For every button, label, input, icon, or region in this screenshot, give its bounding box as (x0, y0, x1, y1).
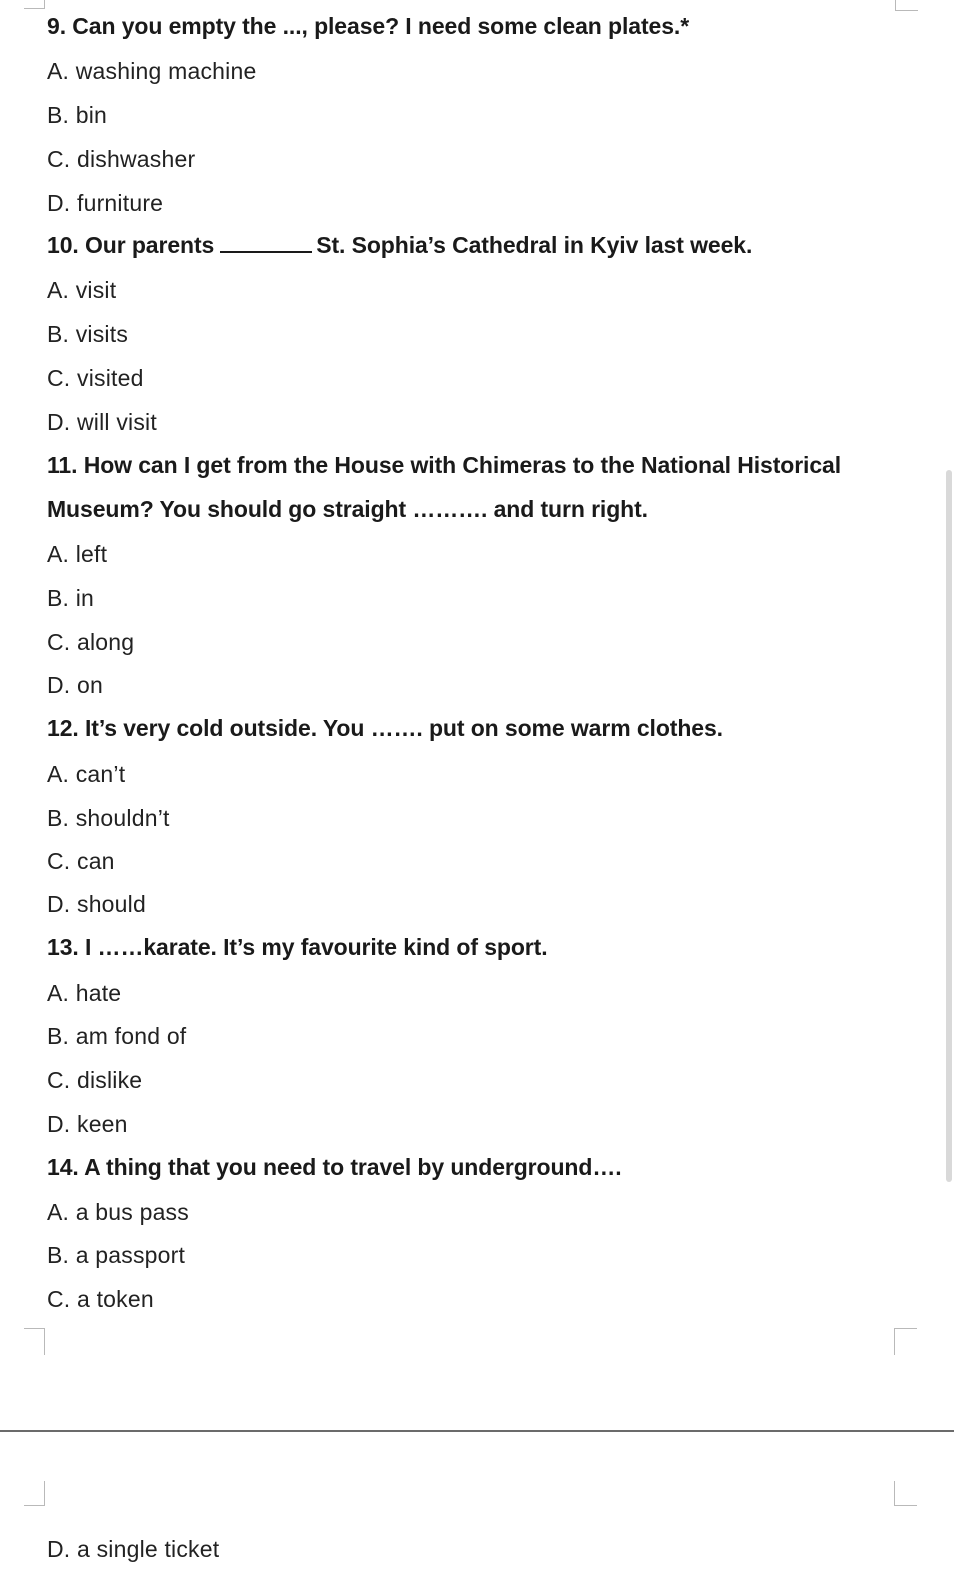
option-13b: B. am fond of (47, 1023, 187, 1049)
question-9: 9. Can you empty the ..., please? I need some clean plates.* (47, 13, 690, 39)
option-13d: D. keen (47, 1111, 128, 1137)
crop-mark-page-bottom-left (24, 1328, 45, 1355)
option-14a: A. a bus pass (47, 1199, 189, 1225)
crop-mark-next-page-top-left (24, 1481, 45, 1506)
question-13: 13. I ……karate. It’s my favourite kind of sport. (47, 934, 548, 960)
option-11a: A. left (47, 541, 108, 567)
option-9b: B. bin (47, 102, 108, 128)
option-9d: D. furniture (47, 190, 164, 216)
option-10d: D. will visit (47, 409, 157, 435)
option-14b: B. a passport (47, 1242, 186, 1268)
option-13c: C. dislike (47, 1067, 143, 1093)
question-10-end: St. Sophia’s Cathedral in Kyiv last week. (316, 232, 753, 258)
option-11c: C. along (47, 629, 135, 655)
scrollbar[interactable] (946, 470, 952, 1182)
answer-blank (220, 233, 312, 253)
page-divider (0, 1430, 954, 1432)
option-12b: B. shouldn’t (47, 805, 170, 831)
crop-mark-top-left (24, 0, 45, 9)
question-10 (47, 230, 752, 260)
option-10a: A. visit (47, 277, 117, 303)
option-11b: B. in (47, 585, 95, 611)
question-14: 14. A thing that you need to travel by underground…. (47, 1154, 622, 1180)
question-11-line-1: 11. How can I get from the House with Chimeras to the National Historical (47, 452, 842, 478)
option-14c: C. a token (47, 1286, 154, 1312)
option-9a: A. washing machine (47, 58, 257, 84)
crop-mark-top-right (895, 0, 918, 11)
option-9c: C. dishwasher (47, 146, 196, 172)
option-10b: B. visits (47, 321, 129, 347)
crop-mark-next-page-top-right (894, 1481, 917, 1506)
question-11-line-2: Museum? You should go straight ………. and turn right. (47, 496, 648, 522)
crop-mark-page-bottom-right (894, 1328, 917, 1355)
option-12a: A. can’t (47, 761, 126, 787)
option-11d: D. on (47, 672, 103, 698)
option-14d: D. a single ticket (47, 1536, 220, 1562)
question-10-start: 10. Our parents (47, 232, 215, 258)
option-12d: D. should (47, 891, 146, 917)
option-13a: A. hate (47, 980, 122, 1006)
question-12: 12. It’s very cold outside. You ……. put on some warm clothes. (47, 715, 723, 741)
option-12c: C. can (47, 848, 115, 874)
option-10c: C. visited (47, 365, 144, 391)
